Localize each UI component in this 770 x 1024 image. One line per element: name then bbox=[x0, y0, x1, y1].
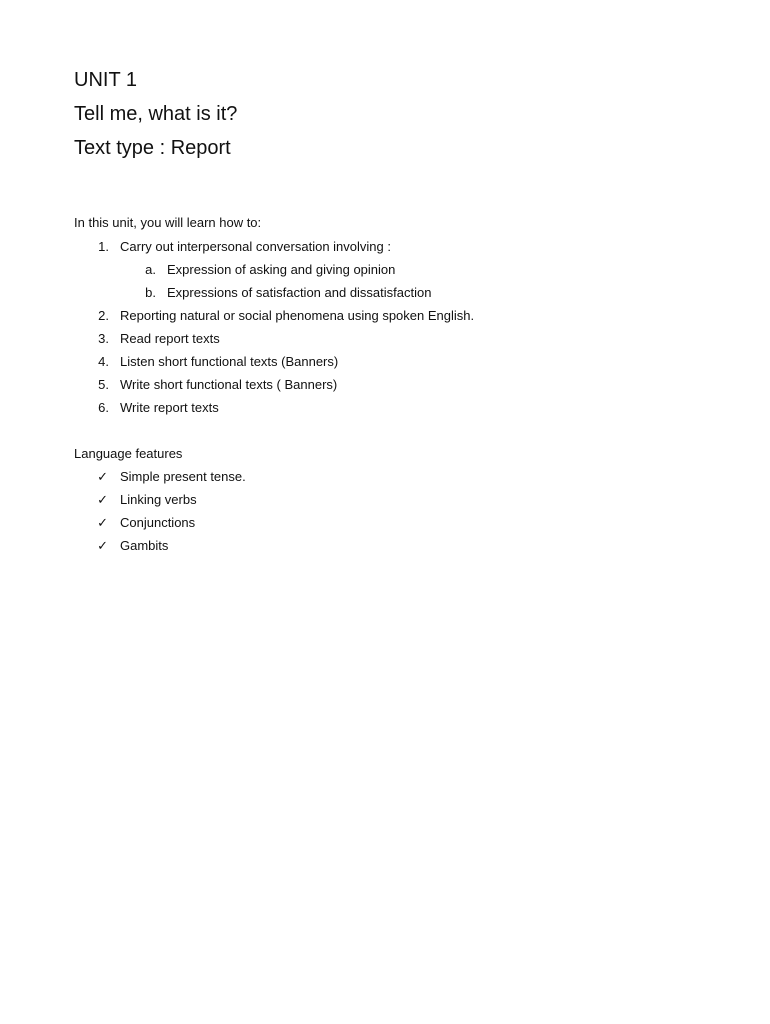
checkmark-icon: ✓ bbox=[97, 492, 108, 507]
intro-text: In this unit, you will learn how to: bbox=[74, 215, 262, 230]
list-number: 3. bbox=[98, 331, 109, 346]
feature-item: Simple present tense. bbox=[120, 469, 246, 484]
list-number: 6. bbox=[98, 400, 109, 415]
sub-objective-item: Expressions of satisfaction and dissatisfaction bbox=[167, 285, 432, 300]
unit-heading: UNIT 1 bbox=[74, 69, 137, 91]
objective-item: Carry out interpersonal conversation involving : bbox=[120, 239, 391, 254]
list-number: 1. bbox=[98, 239, 109, 254]
objective-item: Reporting natural or social phenomena using spoken English. bbox=[120, 308, 475, 323]
language-features-heading: Language features bbox=[74, 446, 183, 461]
feature-item: Gambits bbox=[120, 538, 169, 553]
feature-item: Conjunctions bbox=[120, 515, 196, 530]
objective-item: Write short functional texts ( Banners) bbox=[120, 377, 338, 392]
list-letter: b. bbox=[145, 285, 156, 300]
checkmark-icon: ✓ bbox=[97, 515, 108, 530]
checkmark-icon: ✓ bbox=[97, 469, 108, 484]
sub-objective-item: Expression of asking and giving opinion bbox=[167, 262, 396, 277]
text-type-heading: Text type : Report bbox=[74, 137, 231, 159]
list-number: 4. bbox=[98, 354, 109, 369]
list-number: 2. bbox=[98, 308, 109, 323]
list-number: 5. bbox=[98, 377, 109, 392]
list-letter: a. bbox=[145, 262, 156, 277]
checkmark-icon: ✓ bbox=[97, 538, 108, 553]
objective-item: Read report texts bbox=[120, 331, 220, 346]
feature-item: Linking verbs bbox=[120, 492, 197, 507]
objective-item: Write report texts bbox=[120, 400, 219, 415]
unit-title: Tell me, what is it? bbox=[74, 103, 238, 125]
objective-item: Listen short functional texts (Banners) bbox=[120, 354, 339, 369]
